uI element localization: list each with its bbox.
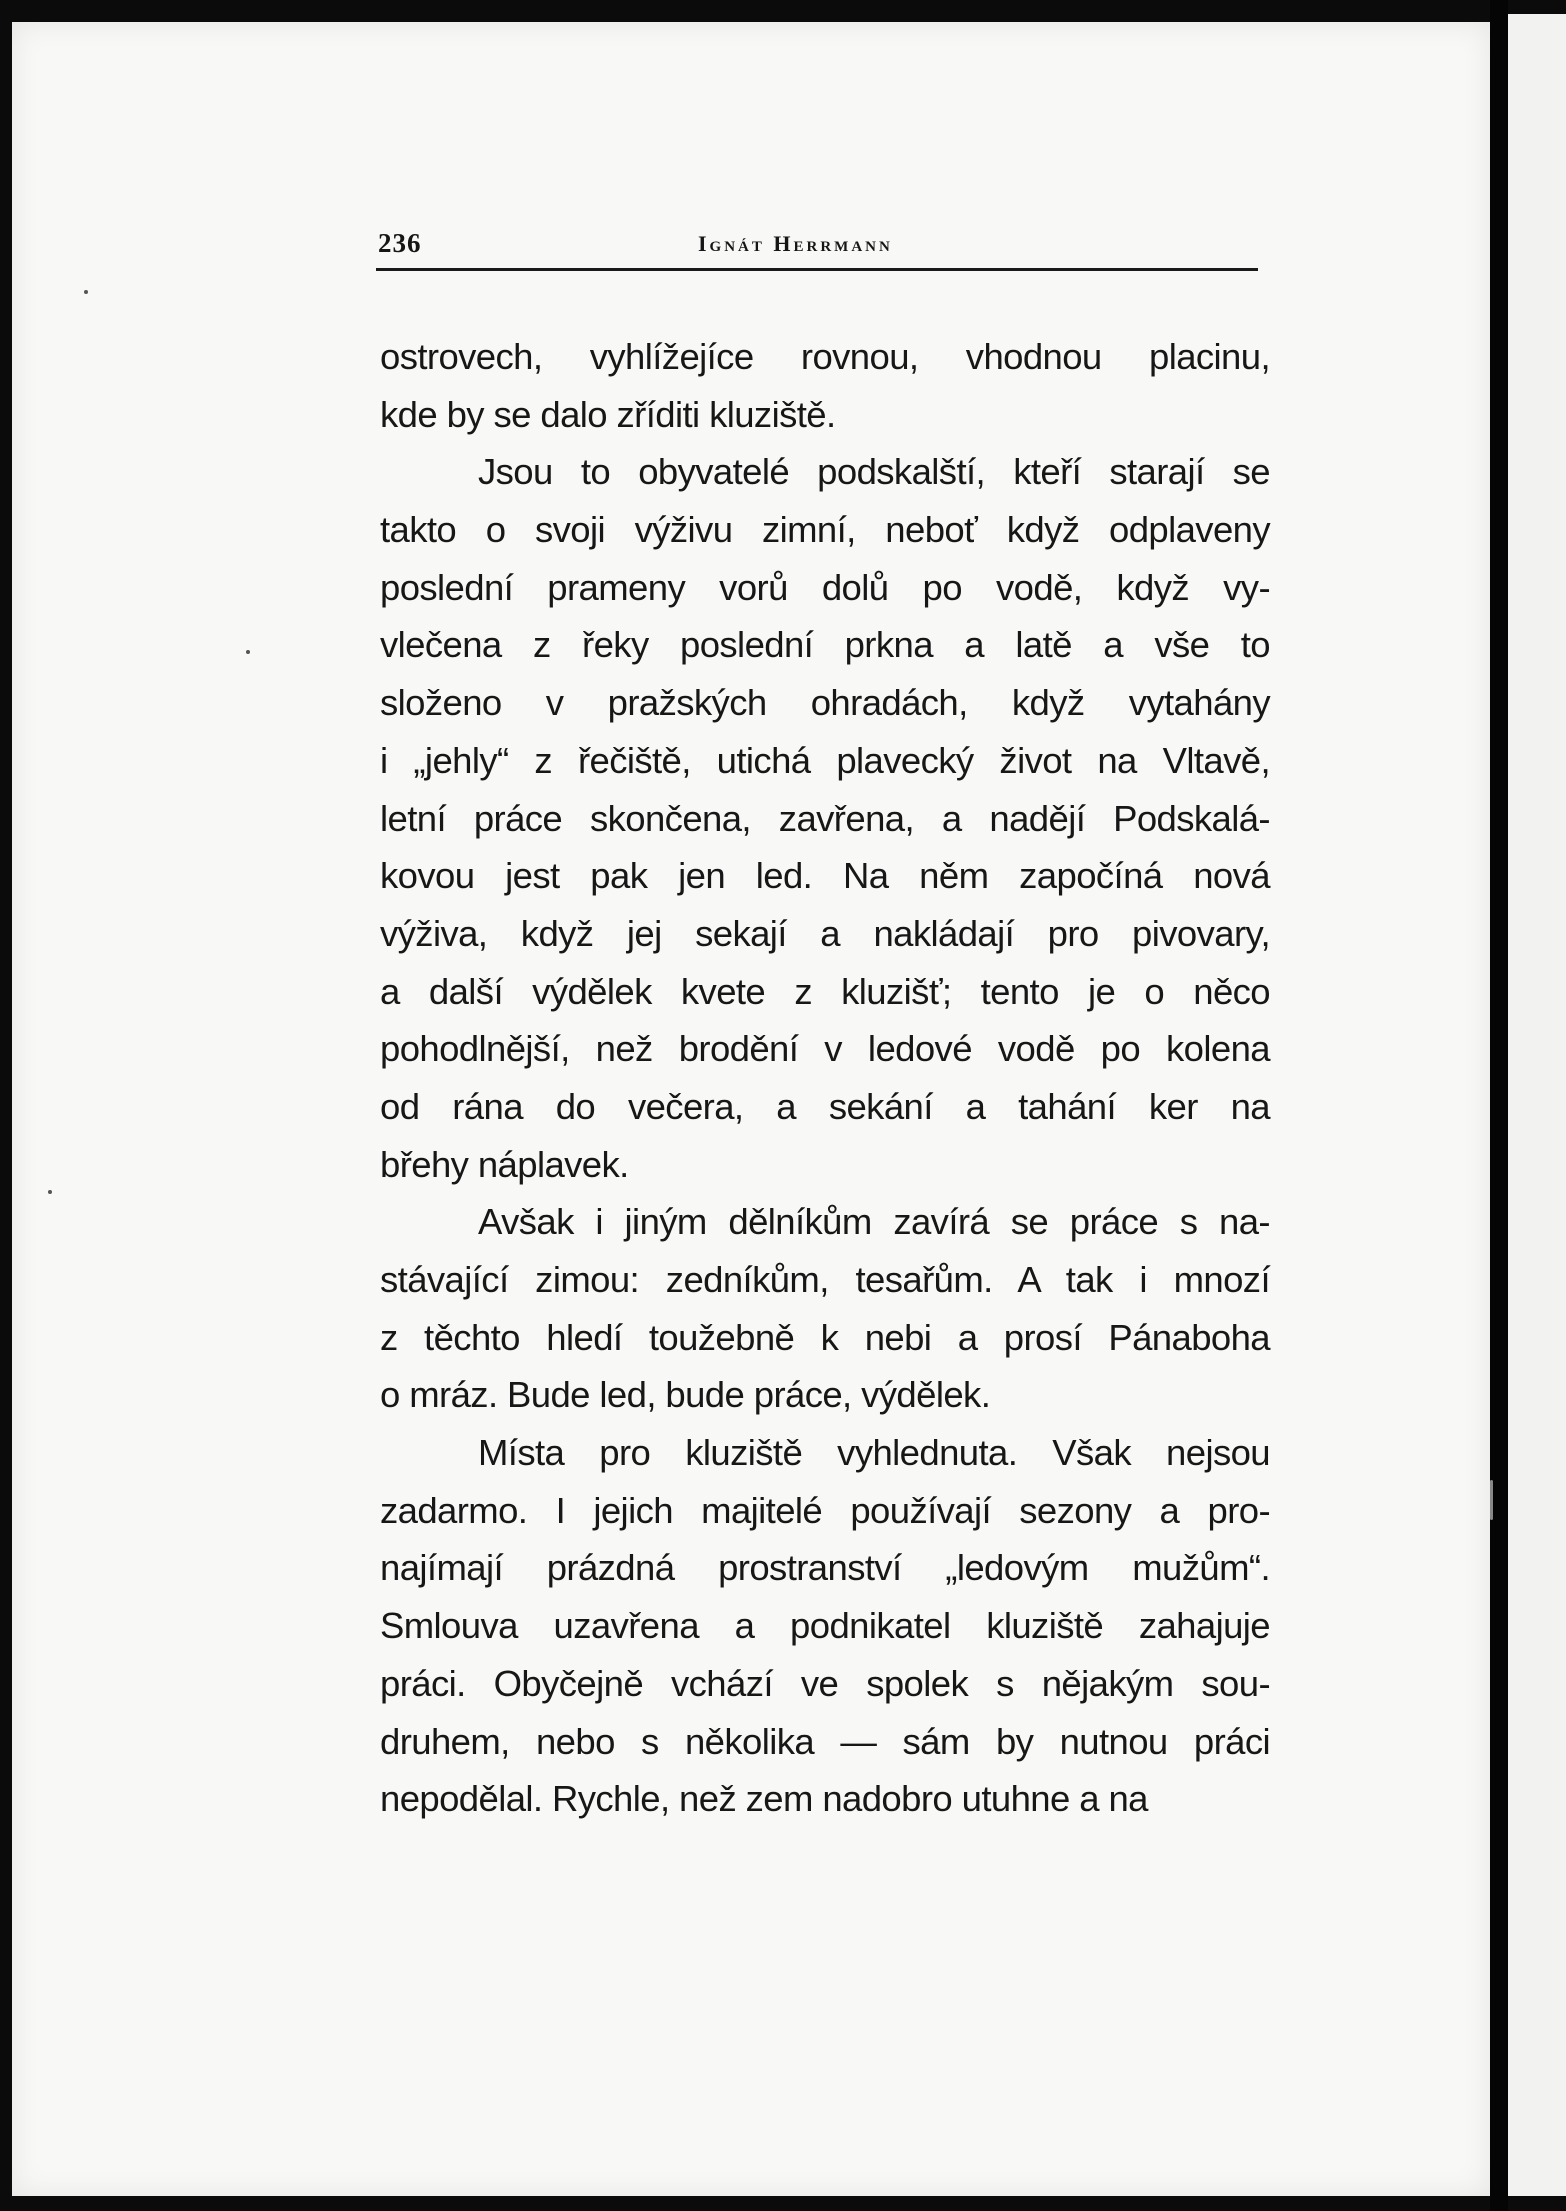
scan-speck — [246, 650, 250, 654]
body-text — [380, 328, 1270, 1828]
scan-speck — [84, 290, 88, 294]
text-line: druhem, nebo s několika — sám by nutnou práci — [380, 1720, 1270, 1762]
text-line: stávající zimou: zedníkům, tesařům. A tak i mnozí — [380, 1259, 1270, 1300]
page-number: 236 — [378, 228, 422, 258]
text-line: složeno v pražských ohradách, když vytahány — [380, 682, 1270, 724]
text-line: kovou jest pak jen led. Na něm započíná nová — [380, 855, 1270, 897]
text-line: i „jehly“ z řečiště, utichá plavecký život na Vltavě, — [380, 739, 1270, 781]
text-line: Jsou to obyvatelé podskalští, kteří starají se — [478, 451, 1270, 493]
text-line: kde by se dalo zříditi kluziště. — [380, 393, 836, 435]
scan-speck — [48, 1190, 52, 1194]
scan-speck — [1490, 1480, 1493, 1520]
header-rule — [376, 268, 1258, 271]
text-line: Smlouva uzavřena a podnikatel kluziště zahajuje — [380, 1605, 1270, 1647]
text-line: letní práce skončena, zavřena, a nadějí Podskalá- — [380, 797, 1270, 839]
text-line: Místa pro kluziště vyhlednuta. Však nejsou — [478, 1432, 1270, 1474]
text-line: vlečena z řeky poslední prkna a latě a vše to — [380, 624, 1270, 666]
adjacent-page-edge — [1508, 14, 1566, 2196]
text-line: takto o svoji výživu zimní, neboť když odplaveny — [380, 509, 1270, 551]
text-line: práci. Obyčejně vchází ve spolek s nějakým sou- — [380, 1662, 1270, 1704]
text-line: ostrovech, vyhlížejíce rovnou, vhodnou placinu, — [380, 336, 1270, 377]
header-author: Ignát Herrmann — [698, 231, 893, 256]
text-line: pohodlnější, než brodění v ledové vodě po kolena — [380, 1028, 1270, 1070]
text-line: najímají prázdná prostranství „ledovým mužům“. — [380, 1547, 1270, 1589]
text-line: nepodělal. Rychle, než zem nadobro utuhne a na — [380, 1778, 1148, 1820]
text-line: poslední prameny vorů dolů po vodě, když vy- — [380, 566, 1270, 608]
text-line: zadarmo. I jejich majitelé používají sezony a pro- — [380, 1489, 1270, 1531]
text-line: výživa, když jej sekají a nakládají pro pivovary, — [380, 912, 1270, 954]
running-head — [378, 228, 1258, 268]
text-line: z těchto hledí toužebně k nebi a prosí Pánaboha — [380, 1316, 1270, 1358]
text-line: břehy náplavek. — [380, 1143, 629, 1185]
text-line: Avšak i jiným dělníkům zavírá se práce s na- — [478, 1201, 1270, 1243]
text-line: od rána do večera, a sekání a tahání ker na — [380, 1085, 1270, 1127]
text-line: o mráz. Bude led, bude práce, výdělek. — [380, 1374, 991, 1416]
text-line: a další výdělek kvete z kluzišť; tento je o něco — [380, 970, 1270, 1012]
book-gutter — [1490, 0, 1508, 2211]
